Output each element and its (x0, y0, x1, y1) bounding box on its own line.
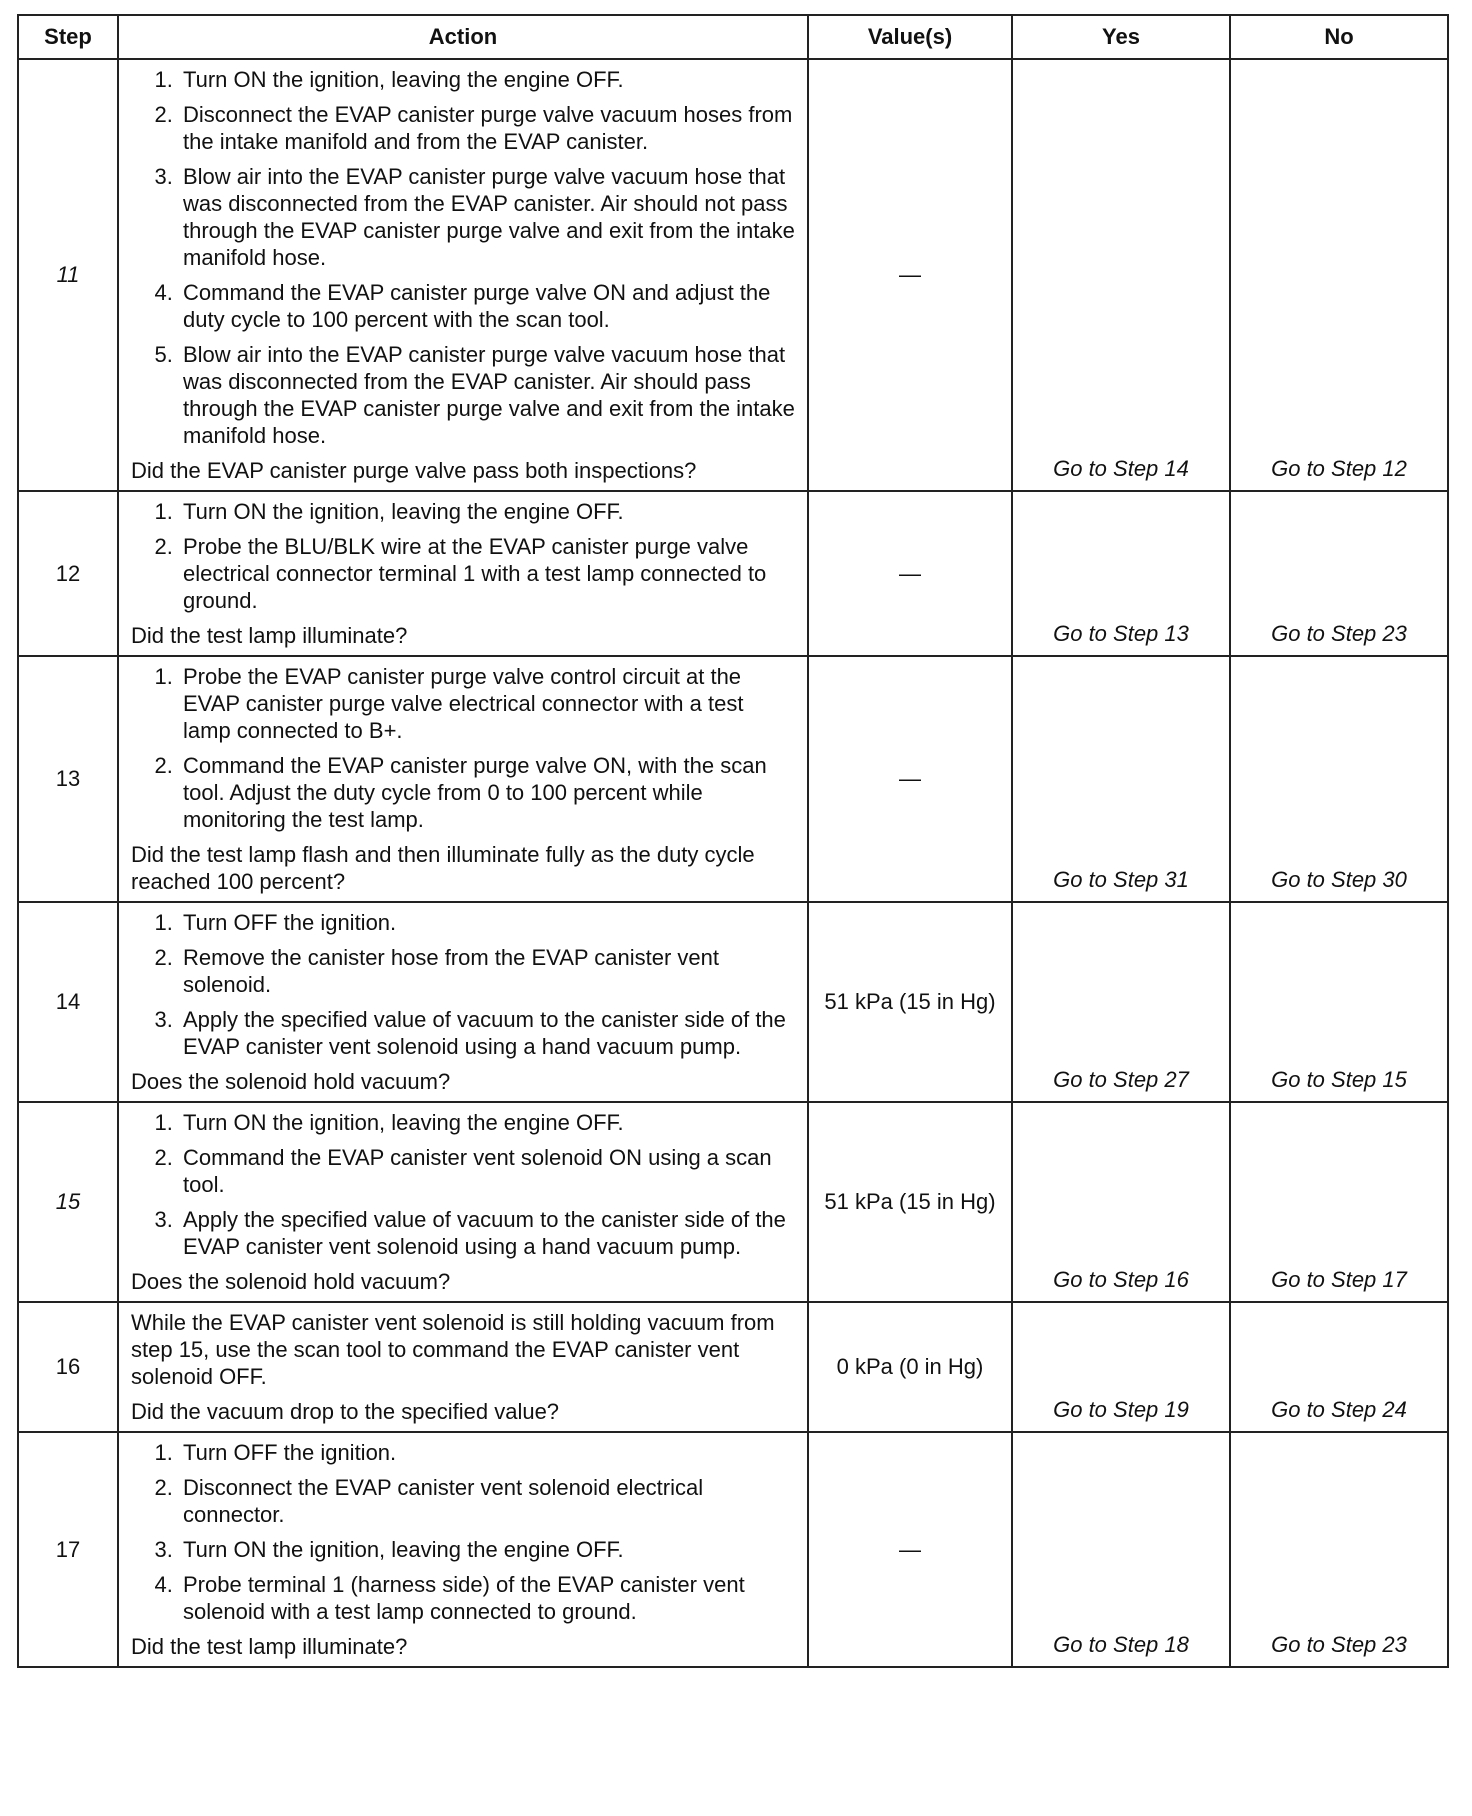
value-cell: — (808, 656, 1012, 902)
action-list (131, 498, 797, 614)
value-cell: 0 kPa (0 in Hg) (808, 1302, 1012, 1432)
no-goto: Go to Step 24 (1230, 1302, 1448, 1432)
value-cell: 51 kPa (15 in Hg) (808, 1102, 1012, 1302)
diagnostic-table (17, 14, 1449, 1668)
action-cell (118, 1432, 808, 1667)
action-paragraph: While the EVAP canister vent solenoid is still holding vacuum from step 15, use the scan tool to command the EVAP canister vent solenoid OFF. (131, 1310, 775, 1389)
action-item: 1. Turn ON the ignition, leaving the engine OFF. (179, 66, 797, 93)
header-values: Value(s) (808, 15, 1012, 59)
yes-goto: Go to Step 27 (1012, 902, 1230, 1102)
no-goto: Go to Step 12 (1230, 59, 1448, 491)
step-number: 15 (18, 1102, 118, 1302)
table-row (18, 491, 1448, 656)
no-goto: Go to Step 30 (1230, 656, 1448, 902)
action-list (131, 1439, 797, 1625)
action-item: 1. Turn OFF the ignition. (179, 909, 797, 936)
action-cell (118, 59, 808, 491)
action-question: Did the vacuum drop to the specified value? (131, 1399, 560, 1424)
action-item: 2. Probe the BLU/BLK wire at the EVAP canister purge valve electrical connector terminal 1 with a test lamp connected to ground. (179, 533, 797, 614)
header-row (18, 15, 1448, 59)
action-list (131, 66, 797, 449)
action-item: 1. Turn ON the ignition, leaving the engine OFF. (179, 1109, 797, 1136)
yes-goto: Go to Step 13 (1012, 491, 1230, 656)
header-yes: Yes (1012, 15, 1230, 59)
yes-goto: Go to Step 19 (1012, 1302, 1230, 1432)
value-cell: — (808, 491, 1012, 656)
header-step: Step (18, 15, 118, 59)
action-item: 1. Probe the EVAP canister purge valve control circuit at the EVAP canister purge valve electrical connector with a test lamp connected to B+. (179, 663, 797, 744)
action-item: 3. Apply the specified value of vacuum to the canister side of the EVAP canister vent solenoid using a hand vacuum pump. (179, 1006, 797, 1060)
action-question: Did the test lamp illuminate? (131, 623, 408, 648)
action-item: 3. Apply the specified value of vacuum to the canister side of the EVAP canister vent solenoid using a hand vacuum pump. (179, 1206, 797, 1260)
action-list (131, 1109, 797, 1260)
no-goto: Go to Step 15 (1230, 902, 1448, 1102)
action-question: Does the solenoid hold vacuum? (131, 1269, 451, 1294)
action-item: 1. Turn ON the ignition, leaving the engine OFF. (179, 498, 797, 525)
action-cell (118, 656, 808, 902)
table-body (18, 59, 1448, 1667)
action-item: 3. Turn ON the ignition, leaving the engine OFF. (179, 1536, 797, 1563)
action-question: Does the solenoid hold vacuum? (131, 1069, 451, 1094)
action-item: 4. Command the EVAP canister purge valve ON and adjust the duty cycle to 100 percent with the scan tool. (179, 279, 797, 333)
action-item: 2. Remove the canister hose from the EVAP canister vent solenoid. (179, 944, 797, 998)
header-action: Action (118, 15, 808, 59)
yes-goto: Go to Step 18 (1012, 1432, 1230, 1667)
action-cell (118, 1102, 808, 1302)
action-cell (118, 1302, 808, 1432)
step-number: 16 (18, 1302, 118, 1432)
action-list (131, 909, 797, 1060)
action-item: 2. Command the EVAP canister purge valve ON, with the scan tool. Adjust the duty cycle from 0 to 100 percent while monitoring the test lamp. (179, 752, 797, 833)
step-number: 17 (18, 1432, 118, 1667)
table-row (18, 1302, 1448, 1432)
step-number: 14 (18, 902, 118, 1102)
action-item: 3. Blow air into the EVAP canister purge valve vacuum hose that was disconnected from the EVAP canister. Air should not pass through the EVAP canister purge valve and exit from the intake manifold hose. (179, 163, 797, 271)
action-question: Did the test lamp illuminate? (131, 1634, 408, 1659)
action-cell (118, 491, 808, 656)
action-question: Did the EVAP canister purge valve pass both inspections? (131, 458, 697, 483)
step-number: 11 (18, 59, 118, 491)
action-item: 2. Disconnect the EVAP canister purge valve vacuum hoses from the intake manifold and from the EVAP canister. (179, 101, 797, 155)
no-goto: Go to Step 23 (1230, 491, 1448, 656)
step-number: 12 (18, 491, 118, 656)
no-goto: Go to Step 23 (1230, 1432, 1448, 1667)
header-no: No (1230, 15, 1448, 59)
no-goto: Go to Step 17 (1230, 1102, 1448, 1302)
value-cell: 51 kPa (15 in Hg) (808, 902, 1012, 1102)
value-cell: — (808, 59, 1012, 491)
action-item: 2. Command the EVAP canister vent solenoid ON using a scan tool. (179, 1144, 797, 1198)
action-item: 2. Disconnect the EVAP canister vent solenoid electrical connector. (179, 1474, 797, 1528)
yes-goto: Go to Step 14 (1012, 59, 1230, 491)
action-list (131, 663, 797, 833)
action-item: 1. Turn OFF the ignition. (179, 1439, 797, 1466)
action-item: 4. Probe terminal 1 (harness side) of the EVAP canister vent solenoid with a test lamp connected to ground. (179, 1571, 797, 1625)
table-row (18, 902, 1448, 1102)
action-question: Did the test lamp flash and then illuminate fully as the duty cycle reached 100 percent? (131, 842, 755, 894)
table-row (18, 59, 1448, 491)
table-row (18, 656, 1448, 902)
step-number: 13 (18, 656, 118, 902)
table-row (18, 1102, 1448, 1302)
yes-goto: Go to Step 16 (1012, 1102, 1230, 1302)
value-cell: — (808, 1432, 1012, 1667)
yes-goto: Go to Step 31 (1012, 656, 1230, 902)
table-row (18, 1432, 1448, 1667)
action-item: 5. Blow air into the EVAP canister purge valve vacuum hose that was disconnected from the EVAP canister. Air should pass through the EVAP canister purge valve and exit from the intake manifold hose. (179, 341, 797, 449)
action-cell (118, 902, 808, 1102)
